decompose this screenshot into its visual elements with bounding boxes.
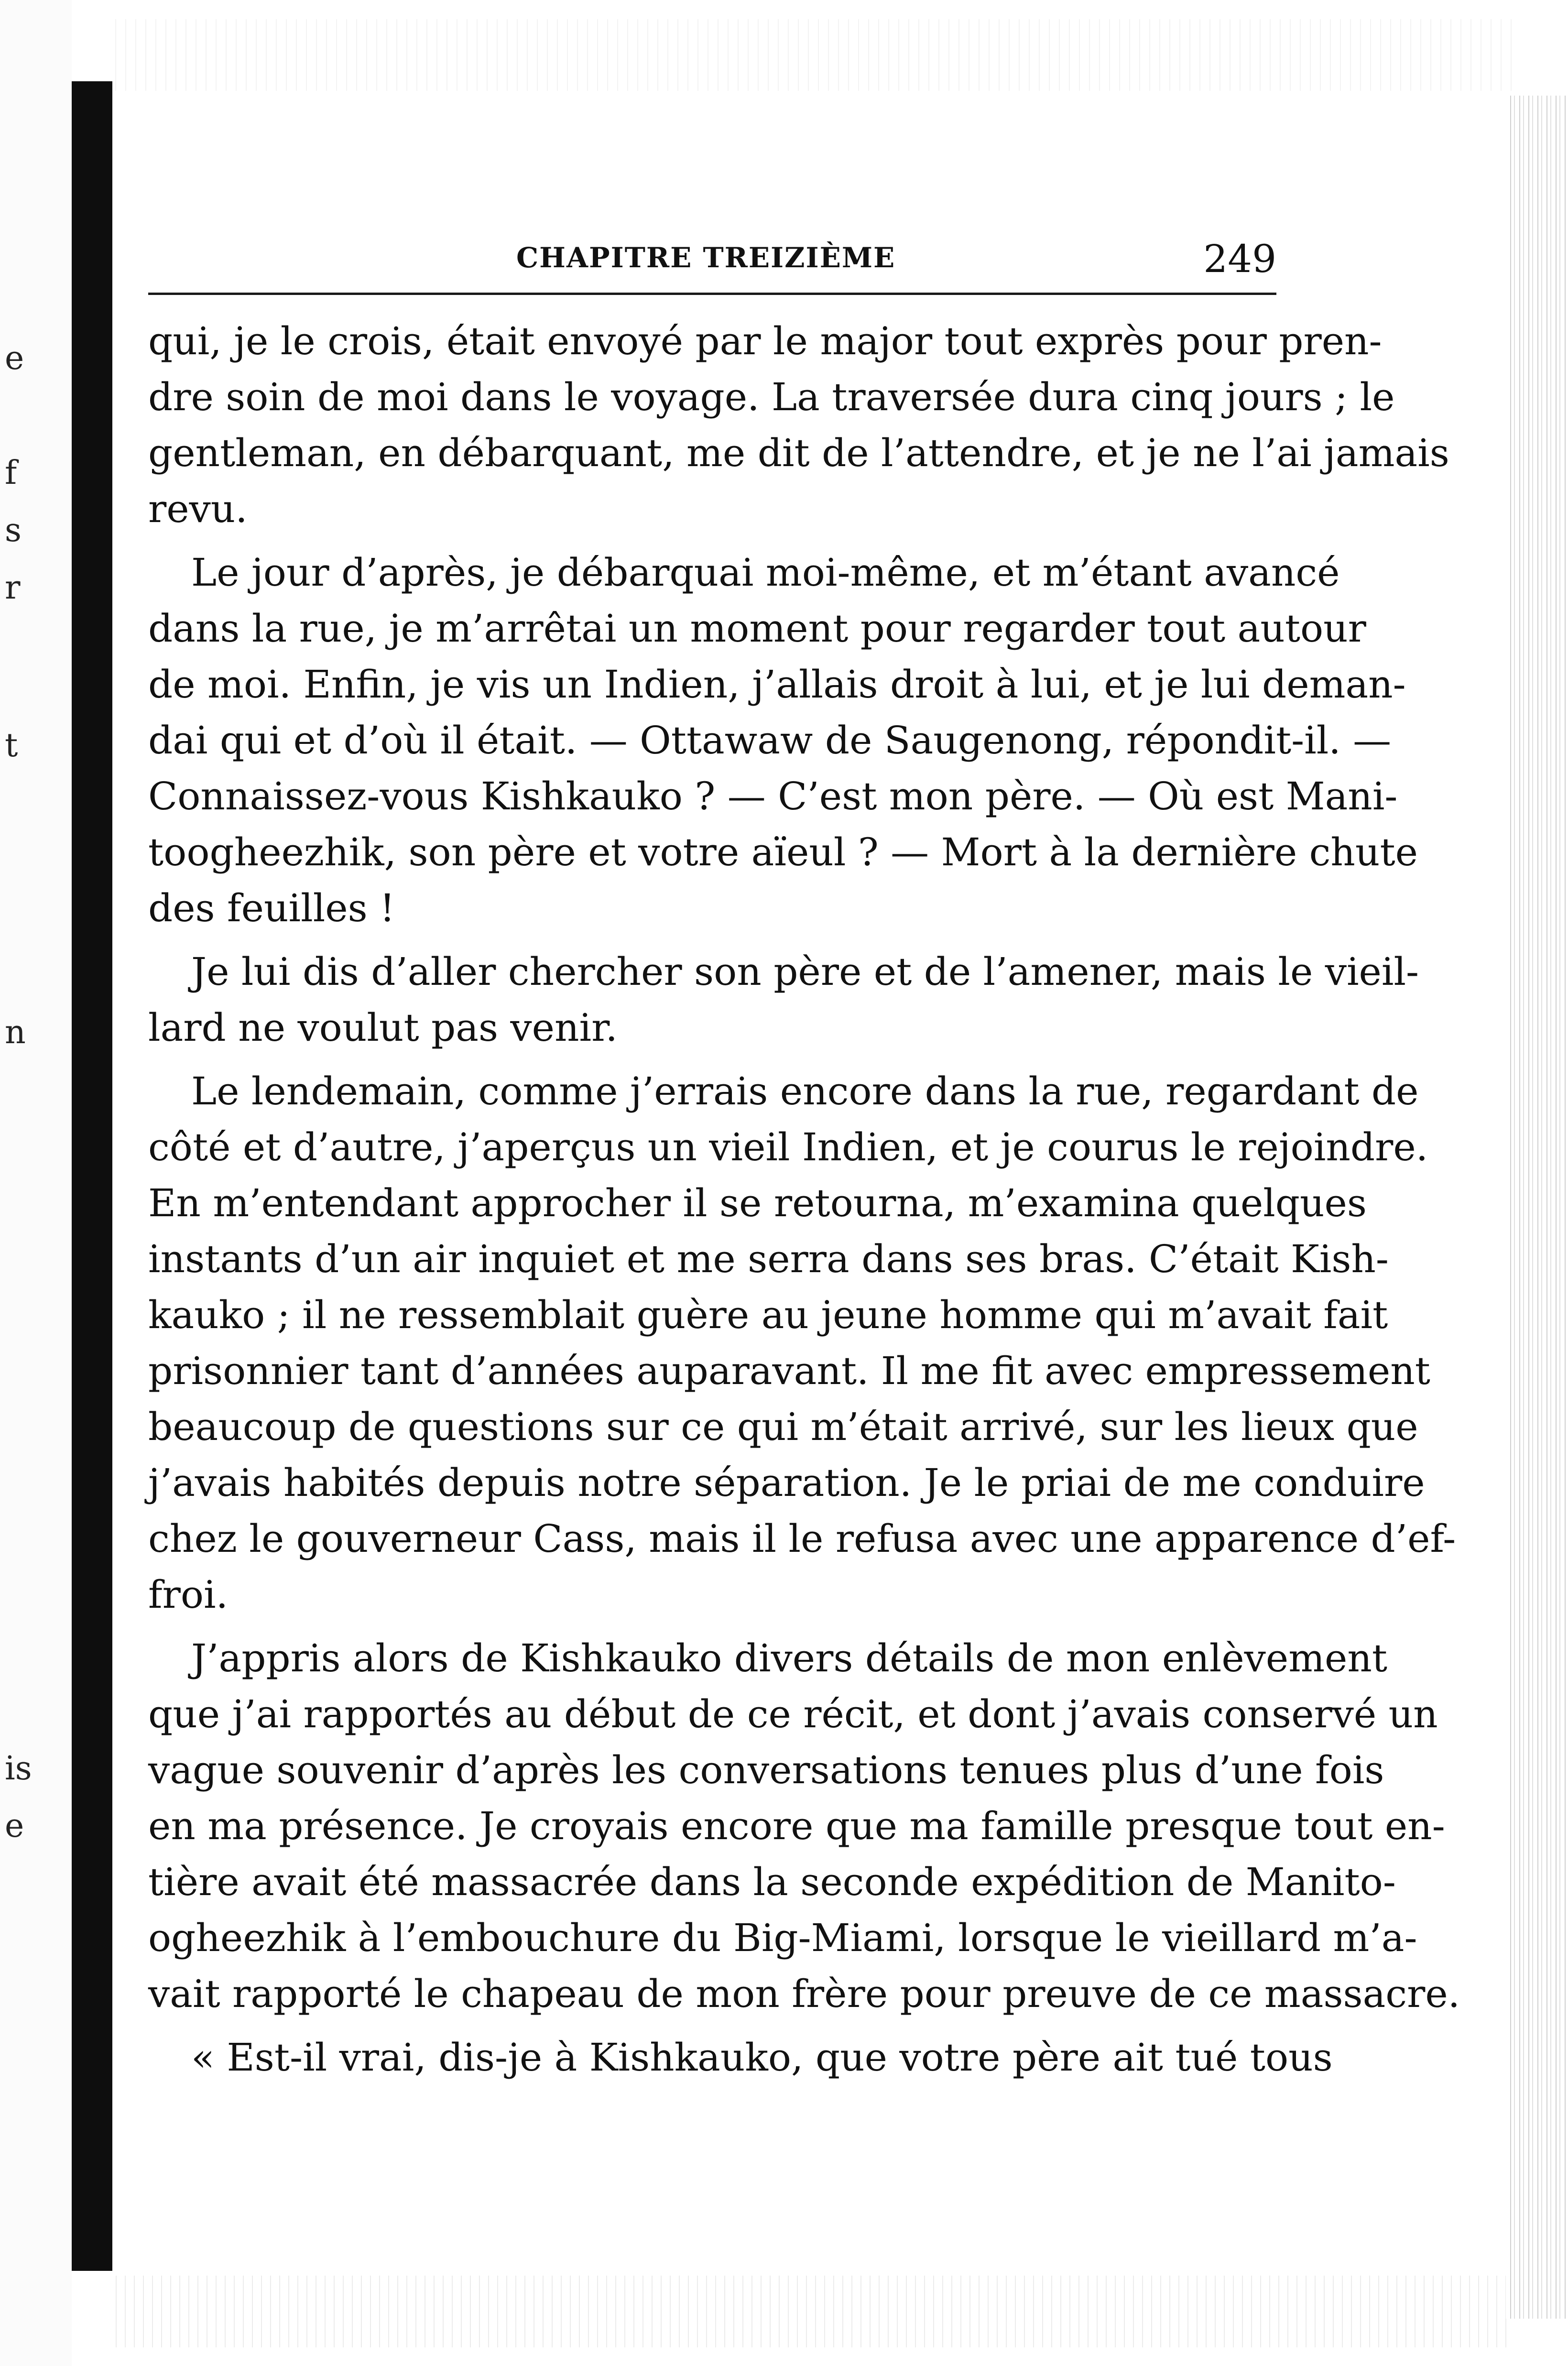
text-line: Connaissez-vous Kishkauko ? — C’est mon père. — Où est Mani- — [148, 774, 1398, 818]
text-line: dre soin de moi dans le voyage. La traversée dura cinq jours ; le — [148, 375, 1395, 419]
margin-fragment: s — [5, 512, 22, 549]
paragraph — [148, 313, 1449, 537]
page-edge-right — [1506, 96, 1568, 2319]
text-line: que j’ai rapportés au début de ce récit, et dont j’avais conservé un — [148, 1692, 1438, 1736]
text-line: revu. — [148, 487, 248, 531]
text-line: lard ne voulut pas venir. — [148, 1005, 618, 1050]
text-line: côté et d’autre, j’aperçus un vieil Indien, et je courus le rejoindre. — [148, 1125, 1428, 1169]
text-line: vait rapporté le chapeau de mon frère pour preuve de ce massacre. — [148, 1972, 1460, 2016]
text-line: beaucoup de questions sur ce qui m’était arrivé, sur les lieux que — [148, 1405, 1418, 1449]
margin-fragment: e — [5, 339, 24, 377]
paragraph — [148, 2029, 1333, 2085]
text-line: chez le gouverneur Cass, mais il le refusa avec une apparence d’ef- — [148, 1516, 1456, 1561]
text-line: toogheezhik, son père et votre aïeul ? — Mort à la dernière chute — [148, 830, 1418, 874]
text-line: dans la rue, je m’arrêtai un moment pour regarder tout autour — [148, 606, 1366, 651]
text-line: ogheezhik à l’embouchure du Big-Miami, lorsque le vieillard m’a- — [148, 1916, 1417, 1960]
chapter-title: CHAPITRE TREIZIÈME — [516, 241, 896, 274]
text-line: en ma présence. Je croyais encore que ma famille presque tout en- — [148, 1804, 1445, 1848]
book-spine-shadow — [72, 81, 112, 2271]
margin-fragment: f — [5, 454, 17, 492]
text-line: dai qui et d’où il était. — Ottawaw de Saugenong, répondit-il. — — [148, 718, 1392, 763]
text-line: des feuilles ! — [148, 886, 395, 930]
text-line: J’appris alors de Kishkauko divers détails de mon enlèvement — [191, 1636, 1388, 1680]
text-line: gentleman, en débarquant, me dit de l’attendre, et je ne l’ai jamais — [148, 431, 1449, 475]
header-rule — [148, 293, 1276, 295]
paragraph-gap — [148, 936, 1276, 944]
text-line: instants d’un air inquiet et me serra dans ses bras. C’était Kish- — [148, 1237, 1389, 1281]
scan-noise-bottom — [112, 2276, 1513, 2347]
text-line: j’avais habités depuis notre séparation. Je le priai de me conduire — [148, 1461, 1425, 1505]
paragraph-gap — [148, 1623, 1276, 1630]
body-text — [148, 313, 1460, 2085]
text-line: kauko ; il ne ressemblait guère au jeune homme qui m’avait fait — [148, 1293, 1388, 1337]
margin-fragment: t — [5, 727, 18, 764]
text-line: froi. — [148, 1572, 229, 1617]
paragraph-gap — [148, 537, 1276, 545]
text-line: Le jour d’après, je débarquai moi-même, et m’étant avancé — [191, 550, 1340, 595]
paragraph — [148, 1630, 1460, 2022]
page-number: 249 — [1203, 237, 1276, 281]
text-line: qui, je le crois, était envoyé par le major tout exprès pour pren- — [148, 319, 1382, 363]
paragraph — [148, 545, 1418, 936]
text-line: Le lendemain, comme j’errais encore dans la rue, regardant de — [191, 1069, 1419, 1113]
running-header — [148, 237, 1276, 289]
margin-fragment: is — [5, 1750, 32, 1788]
paragraph-gap — [148, 2022, 1276, 2029]
text-line: « Est-il vrai, dis-je à Kishkauko, que votre père ait tué tous — [191, 2035, 1333, 2080]
text-line: tière avait été massacrée dans la seconde expédition de Manito- — [148, 1860, 1396, 1904]
margin-fragment: n — [5, 1014, 26, 1051]
scan-noise-top — [112, 19, 1513, 91]
text-line: de moi. Enfin, je vis un Indien, j’allais droit à lui, et je lui deman- — [148, 662, 1406, 707]
text-line: En m’entendant approcher il se retourna, m’examina quelques — [148, 1181, 1367, 1225]
paragraph — [148, 1063, 1456, 1623]
margin-fragment: e — [5, 1807, 24, 1845]
margin-fragment: r — [5, 569, 21, 607]
paragraph-gap — [148, 1056, 1276, 1063]
text-line: Je lui dis d’aller chercher son père et de l’amener, mais le vieil- — [191, 949, 1419, 994]
paragraph — [148, 944, 1419, 1056]
text-line: vague souvenir d’après les conversations tenues plus d’une fois — [148, 1748, 1384, 1792]
text-line: prisonnier tant d’années auparavant. Il me fit avec empressement — [148, 1349, 1430, 1393]
